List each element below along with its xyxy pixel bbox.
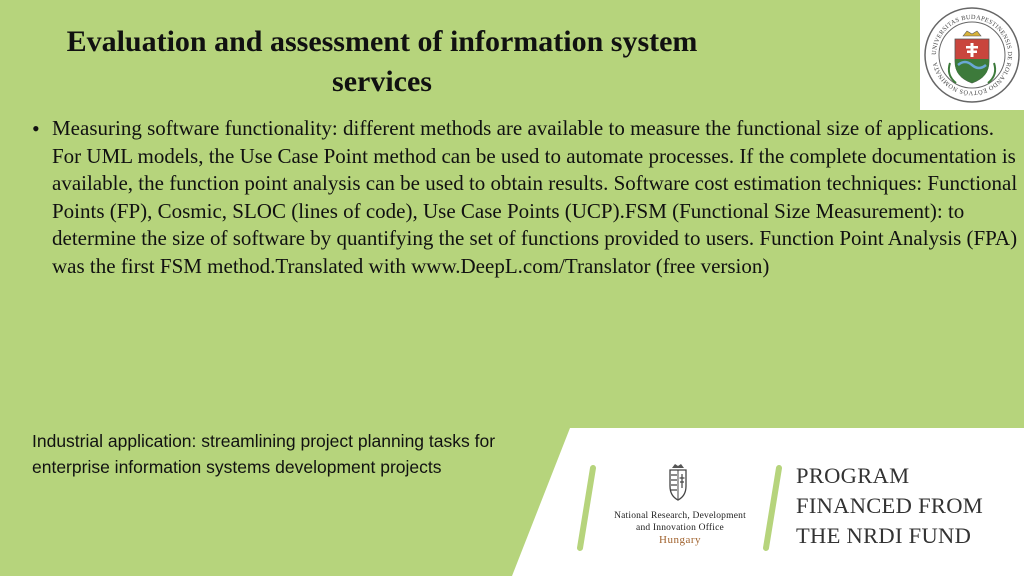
program-financed-text — [796, 461, 1016, 551]
office-line-1: National Research, Development — [614, 511, 746, 521]
nkfih-office-name — [600, 510, 760, 546]
bullet-dot: • — [32, 116, 40, 141]
seal-text: UNIVERSITAS BUDAPESTINENSIS DE ROLANDO EÖTVÖS NOMINATA — [930, 13, 1014, 97]
slide-title: Evaluation and assessment of information system services — [66, 25, 698, 98]
program-line-2: FINANCED FROM — [796, 493, 984, 518]
office-line-2: and Innovation Office — [636, 523, 724, 533]
office-line-3: Hungary — [659, 534, 701, 546]
hungary-crest-icon — [666, 462, 690, 502]
bullet-text: Measuring software functionality: different methods are available to measure the functional size of applications. For UML models, the Use Case Point method can be used to automate processes. If the complete documentation is available, the function point analysis can be used to obtain results. Software cost estimation techniques: Functional Points (FP), Cosmic, SLOC (lines of code), Use Case Points (UCP).FSM (Functional Size Measurement): to determine the size of software by quantifying the set of functions provided to users. Function Point Analysis (FPA) was the first FSM method.Translated with www.DeepL.com/Translator (free version) — [52, 116, 1018, 278]
footer-caption: Industrial application: streamlining project planning tasks for enterprise information systems development projects — [32, 431, 496, 477]
program-line-3: THE NRDI FUND — [796, 523, 972, 548]
program-line-1: PROGRAM — [796, 463, 910, 488]
